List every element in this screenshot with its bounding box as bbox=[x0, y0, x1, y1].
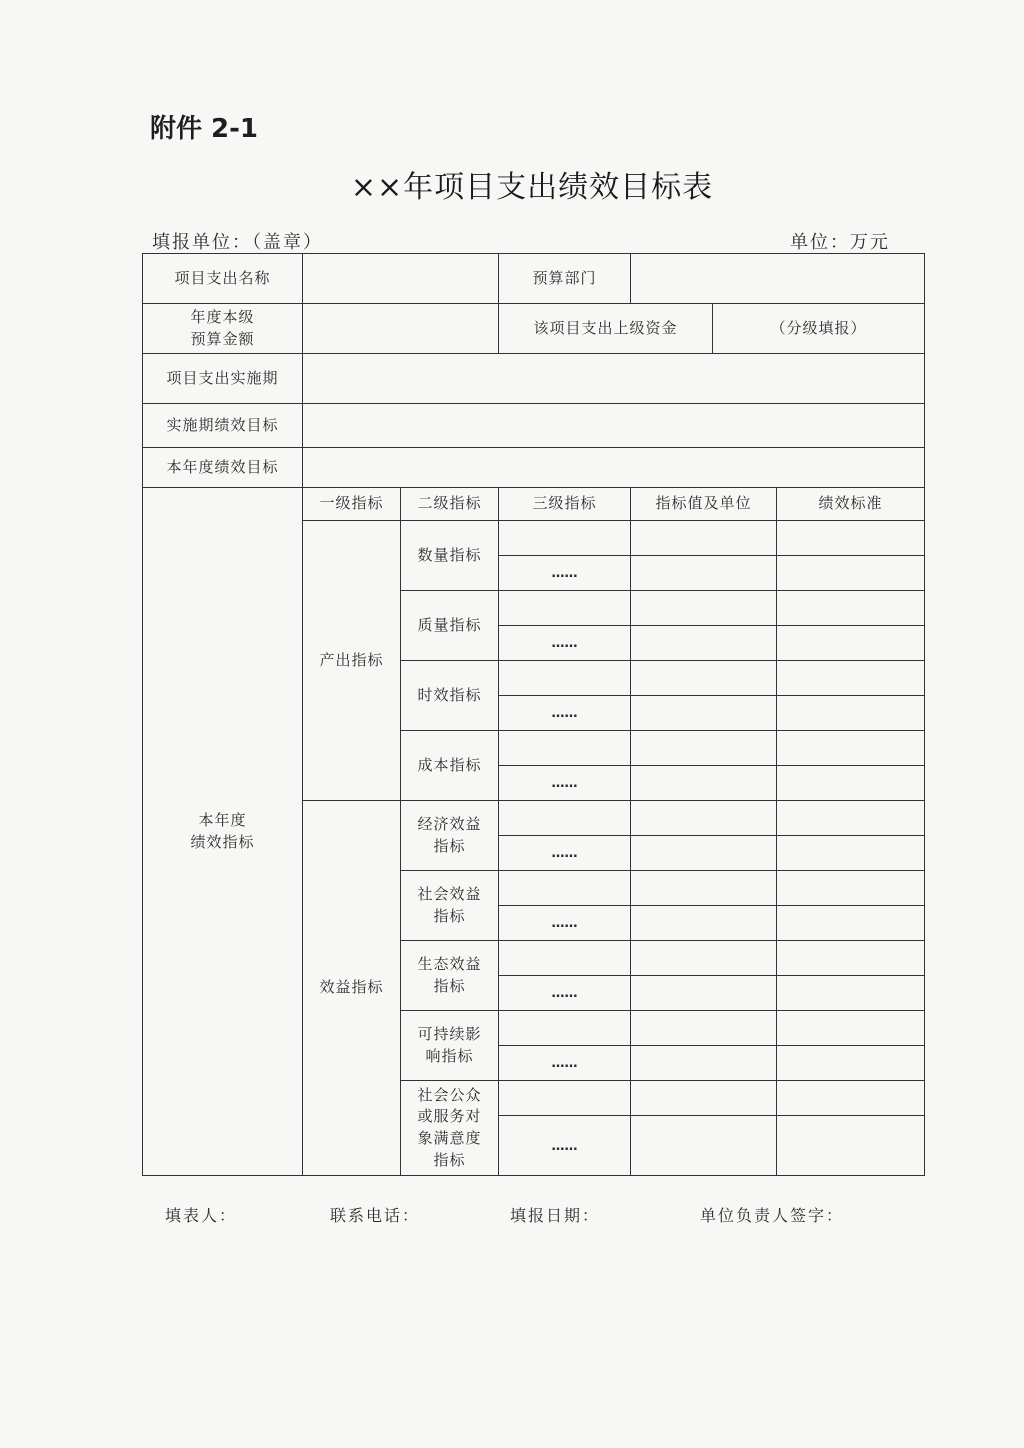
standard-cell[interactable] bbox=[777, 766, 925, 801]
standard-cell[interactable] bbox=[777, 556, 925, 591]
benefit-item bbox=[401, 1081, 499, 1176]
project-name-field[interactable] bbox=[303, 254, 499, 304]
standard-cell[interactable] bbox=[777, 976, 925, 1011]
ellipsis: …… bbox=[551, 1138, 578, 1154]
output-indicator-label: 产出指标 bbox=[303, 521, 401, 801]
ellipsis-cell[interactable] bbox=[499, 976, 631, 1011]
level3-cell[interactable] bbox=[499, 731, 631, 766]
budget-dept-label: 预算部门 bbox=[499, 254, 631, 304]
level3-cell[interactable] bbox=[499, 871, 631, 906]
ellipsis: …… bbox=[551, 846, 578, 862]
annual-indicators-label bbox=[143, 488, 303, 1176]
value-unit-cell[interactable] bbox=[631, 661, 777, 696]
col-level3-header: 三级指标 bbox=[499, 488, 631, 521]
page-title: ××年项目支出绩效目标表 bbox=[350, 170, 714, 205]
annual-budget-label bbox=[143, 304, 303, 354]
ellipsis: …… bbox=[551, 916, 578, 932]
benefit-item-line: 生态效益 bbox=[417, 954, 482, 973]
value-unit-cell[interactable] bbox=[631, 521, 777, 556]
ellipsis-cell[interactable] bbox=[499, 556, 631, 591]
fill-unit-label: 填报单位：（盖章） bbox=[152, 232, 323, 253]
impl-period-field[interactable] bbox=[303, 354, 925, 404]
benefit-item bbox=[401, 871, 499, 941]
value-unit-cell[interactable] bbox=[631, 1116, 777, 1176]
level3-cell[interactable] bbox=[499, 521, 631, 556]
output-item: 数量指标 bbox=[401, 521, 499, 591]
annual-budget-field[interactable] bbox=[303, 304, 499, 354]
value-unit-cell[interactable] bbox=[631, 906, 777, 941]
standard-cell[interactable] bbox=[777, 696, 925, 731]
ellipsis: …… bbox=[551, 1056, 578, 1072]
ellipsis-cell[interactable] bbox=[499, 1116, 631, 1176]
benefit-item-line: 象满意度 bbox=[417, 1129, 482, 1147]
standard-cell[interactable] bbox=[777, 801, 925, 836]
output-item: 成本指标 bbox=[401, 731, 499, 801]
value-unit-cell[interactable] bbox=[631, 591, 777, 626]
performance-goal-table bbox=[142, 253, 925, 1176]
standard-cell[interactable] bbox=[777, 521, 925, 556]
attachment-label: 附件 2-1 bbox=[150, 114, 259, 144]
value-unit-cell[interactable] bbox=[631, 731, 777, 766]
benefit-item-line: 响指标 bbox=[425, 1046, 474, 1065]
value-unit-cell[interactable] bbox=[631, 836, 777, 871]
output-item: 质量指标 bbox=[401, 591, 499, 661]
benefit-item-line: 或服务对 bbox=[417, 1107, 482, 1126]
value-unit-cell[interactable] bbox=[631, 696, 777, 731]
value-unit-cell[interactable] bbox=[631, 976, 777, 1011]
value-unit-cell[interactable] bbox=[631, 766, 777, 801]
standard-cell[interactable] bbox=[777, 871, 925, 906]
value-unit-cell[interactable] bbox=[631, 1011, 777, 1046]
annual-goal-label: 本年度绩效目标 bbox=[143, 448, 303, 488]
benefit-item-line: 社会效益 bbox=[417, 884, 482, 903]
standard-cell[interactable] bbox=[777, 591, 925, 626]
ellipsis: …… bbox=[551, 636, 578, 652]
standard-cell[interactable] bbox=[777, 626, 925, 661]
level3-cell[interactable] bbox=[499, 661, 631, 696]
value-unit-cell[interactable] bbox=[631, 941, 777, 976]
standard-cell[interactable] bbox=[777, 941, 925, 976]
annual-indicators-label-line2: 绩效指标 bbox=[190, 832, 255, 851]
ellipsis-cell[interactable] bbox=[499, 836, 631, 871]
value-unit-cell[interactable] bbox=[631, 556, 777, 591]
value-unit-cell[interactable] bbox=[631, 1046, 777, 1081]
value-unit-cell[interactable] bbox=[631, 871, 777, 906]
col-level1-header: 一级指标 bbox=[303, 488, 401, 521]
benefit-item-line: 经济效益 bbox=[417, 814, 482, 833]
output-item: 时效指标 bbox=[401, 661, 499, 731]
col-standard-header: 绩效标准 bbox=[777, 488, 925, 521]
ellipsis: …… bbox=[551, 776, 578, 792]
value-unit-cell[interactable] bbox=[631, 626, 777, 661]
standard-cell[interactable] bbox=[777, 661, 925, 696]
level3-cell[interactable] bbox=[499, 591, 631, 626]
benefit-item-line: 指标 bbox=[433, 906, 466, 925]
project-name-label: 项目支出名称 bbox=[143, 254, 303, 304]
level3-cell[interactable] bbox=[499, 1081, 631, 1116]
benefit-item-line: 指标 bbox=[433, 836, 466, 855]
benefit-item bbox=[401, 1011, 499, 1081]
ellipsis-cell[interactable] bbox=[499, 626, 631, 661]
impl-goal-label: 实施期绩效目标 bbox=[143, 404, 303, 448]
benefit-item-line: 可持续影 bbox=[417, 1024, 482, 1043]
value-unit-cell[interactable] bbox=[631, 1081, 777, 1116]
standard-cell[interactable] bbox=[777, 1116, 925, 1176]
benefit-indicator-label: 效益指标 bbox=[303, 801, 401, 1176]
standard-cell[interactable] bbox=[777, 1011, 925, 1046]
ellipsis-cell[interactable] bbox=[499, 766, 631, 801]
benefit-item bbox=[401, 941, 499, 1011]
col-level2-header: 二级指标 bbox=[401, 488, 499, 521]
annual-budget-label-line1: 年度本级 bbox=[190, 307, 255, 326]
signature-label: 单位负责人签字： bbox=[700, 1206, 845, 1225]
benefit-item bbox=[401, 801, 499, 871]
ellipsis: …… bbox=[551, 566, 578, 582]
benefit-item-line: 社会公众 bbox=[417, 1085, 482, 1104]
ellipsis: …… bbox=[551, 986, 578, 1002]
ellipsis-cell[interactable] bbox=[499, 696, 631, 731]
annual-indicators-label-line1: 本年度 bbox=[198, 810, 247, 829]
phone-label: 联系电话： bbox=[330, 1206, 421, 1225]
standard-cell[interactable] bbox=[777, 906, 925, 941]
impl-period-label: 项目支出实施期 bbox=[143, 354, 303, 404]
filler-label: 填表人： bbox=[165, 1206, 238, 1225]
value-unit-cell[interactable] bbox=[631, 801, 777, 836]
money-unit-label: 单位：万元 bbox=[790, 232, 890, 253]
standard-cell[interactable] bbox=[777, 1046, 925, 1081]
superior-funds-note[interactable]: （分级填报） bbox=[713, 304, 925, 354]
col-value-unit-header: 指标值及单位 bbox=[631, 488, 777, 521]
annual-goal-field[interactable] bbox=[303, 448, 925, 488]
benefit-item-line: 指标 bbox=[433, 1150, 466, 1169]
annual-budget-label-line2: 预算金额 bbox=[190, 329, 255, 348]
standard-cell[interactable] bbox=[777, 836, 925, 871]
ellipsis: …… bbox=[551, 706, 578, 722]
impl-goal-field[interactable] bbox=[303, 404, 925, 448]
budget-dept-field[interactable] bbox=[631, 254, 925, 304]
level3-cell[interactable] bbox=[499, 1011, 631, 1046]
level3-cell[interactable] bbox=[499, 801, 631, 836]
standard-cell[interactable] bbox=[777, 731, 925, 766]
ellipsis-cell[interactable] bbox=[499, 1046, 631, 1081]
benefit-item-line: 指标 bbox=[433, 976, 466, 995]
superior-funds-label: 该项目支出上级资金 bbox=[499, 304, 713, 354]
ellipsis-cell[interactable] bbox=[499, 906, 631, 941]
level3-cell[interactable] bbox=[499, 941, 631, 976]
date-label: 填报日期： bbox=[510, 1206, 601, 1225]
standard-cell[interactable] bbox=[777, 1081, 925, 1116]
